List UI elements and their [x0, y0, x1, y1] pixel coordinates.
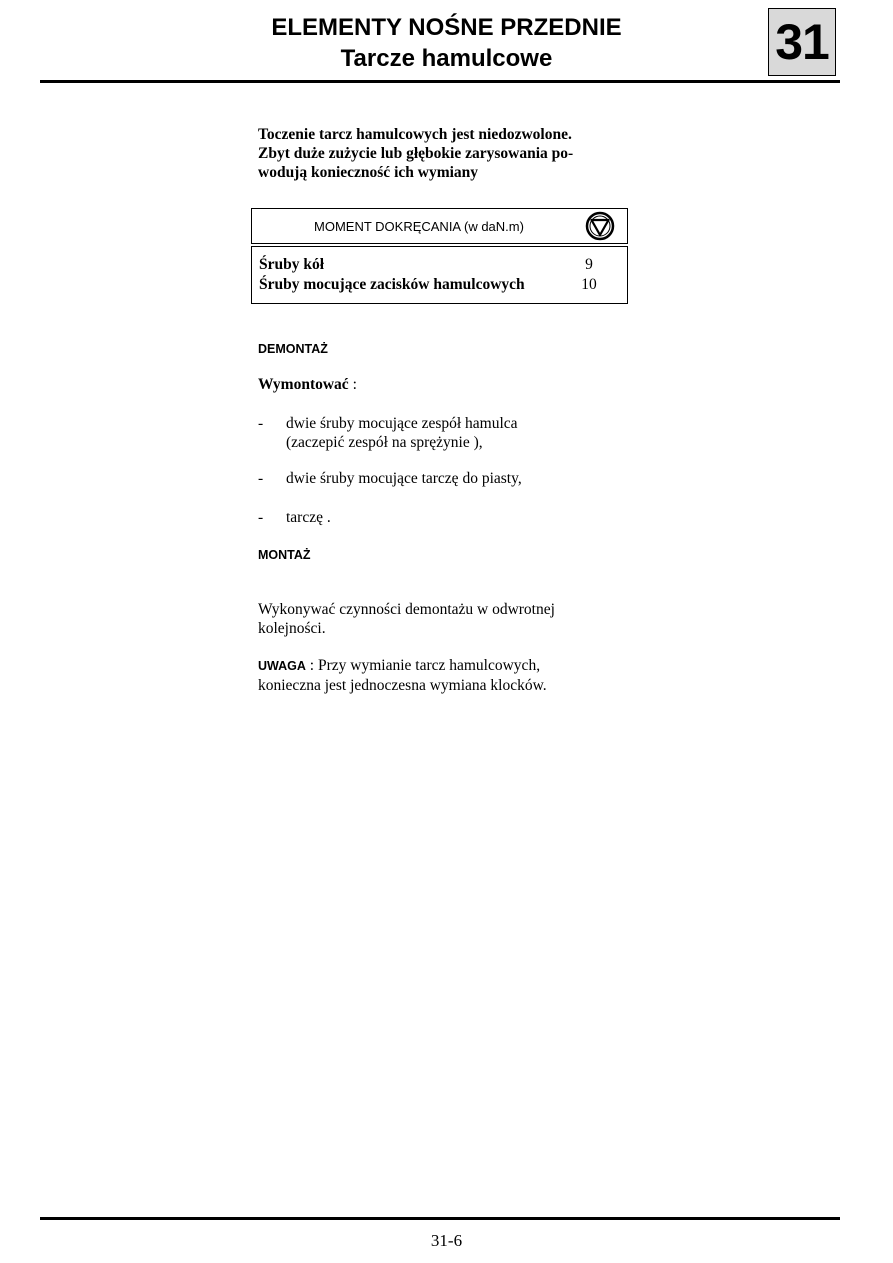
chapter-number-badge: 31: [768, 8, 836, 76]
torque-row-value: 10: [581, 276, 597, 293]
footer-divider: [40, 1217, 840, 1220]
removal-lead-rest: :: [348, 376, 357, 393]
torque-wrench-symbol-icon: [585, 211, 615, 241]
installation-line-2: kolejności.: [258, 620, 326, 637]
page-subtitle: Tarcze hamulcowe: [340, 45, 553, 72]
torque-table-header: [251, 208, 628, 244]
torque-row-name: Śruby mocujące zacisków hamulcowych: [259, 276, 525, 293]
removal-lead: [258, 375, 628, 394]
page-title: ELEMENTY NOŚNE PRZEDNIE: [271, 14, 622, 41]
list-dash: -: [258, 509, 264, 526]
intro-paragraph: [258, 125, 628, 182]
note-line-1: : Przy wymianie tarcz hamulcowych,: [305, 657, 541, 674]
torque-row-name: Śruby kół: [259, 256, 325, 273]
torque-table-body: [251, 246, 628, 304]
header-divider: [40, 80, 840, 83]
note-line-2: konieczna jest jednoczesna wymiana klocków.: [258, 677, 547, 694]
main-content: [258, 125, 628, 694]
intro-line-2: Zbyt duże zużycie lub głębokie zarysowania po-: [258, 145, 574, 162]
removal-heading: DEMONTAŻ: [258, 342, 328, 356]
intro-line-3: wodują konieczność ich wymiany: [258, 164, 479, 181]
page-header: [0, 12, 893, 74]
page-number: 31-6: [430, 1231, 463, 1250]
list-item-text: tarczę .: [286, 509, 331, 526]
note-label: UWAGA: [258, 659, 306, 673]
removal-lead-bold: Wymontować: [258, 376, 349, 393]
list-item-text: [286, 414, 616, 452]
intro-line-1: Toczenie tarcz hamulcowych jest niedozwolone.: [258, 126, 572, 143]
note-paragraph: [258, 656, 628, 695]
torque-row-value: 9: [585, 256, 593, 273]
list-dash: -: [258, 415, 264, 432]
list-dash: -: [258, 470, 264, 487]
list-item-line-1: dwie śruby mocujące zespół hamulca: [286, 415, 518, 432]
installation-line-1: Wykonywać czynności demontażu w odwrotnej: [258, 601, 555, 618]
list-item-text: dwie śruby mocujące tarczę do piasty,: [286, 470, 522, 487]
list-item-line-2: (zaczepić zespół na sprężynie ),: [286, 434, 483, 451]
torque-table-title: MOMENT DOKRĘCANIA (w daN.m): [314, 219, 524, 234]
installation-paragraph: [258, 600, 628, 638]
installation-heading: MONTAŻ: [258, 548, 311, 562]
